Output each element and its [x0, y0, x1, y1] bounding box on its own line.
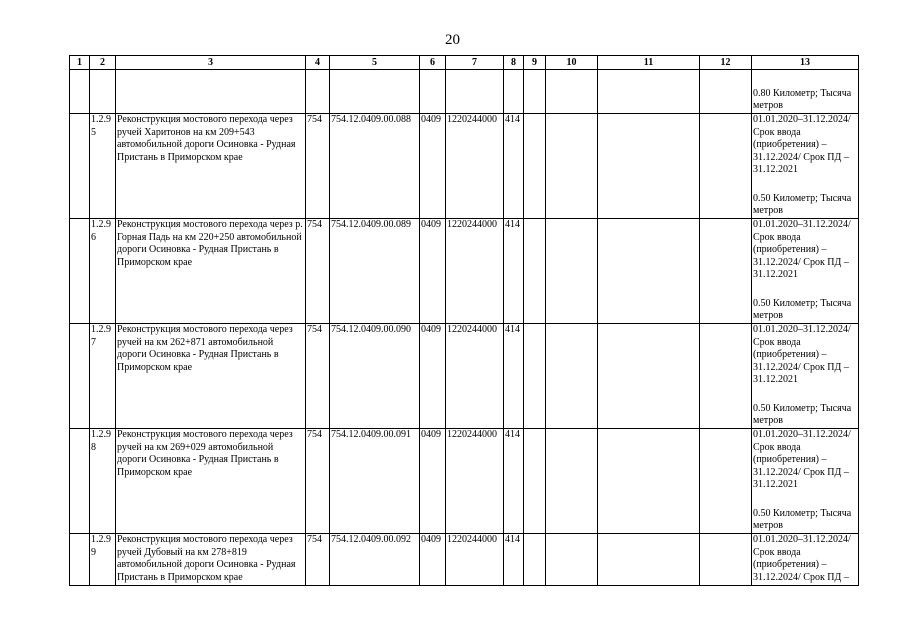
terms-text: 01.01.2020–31.12.2024/ Срок ввода (приобретения) – 31.12.2024/ Срок ПД – 31.12.2021 — [753, 114, 851, 176]
capacity-text: 0.50 Километр; Тысяча метров — [753, 192, 852, 217]
cell-object-code: 754.12.0409.00.091 — [330, 429, 420, 534]
cell-type: 414 — [504, 429, 524, 534]
column-header-5: 5 — [330, 56, 420, 70]
cell-object-code: 754.12.0409.00.092 — [330, 534, 420, 586]
cell-col1 — [70, 219, 90, 324]
cell-code: 754 — [306, 324, 330, 429]
cell-item-number: 1.2.97 — [90, 324, 116, 429]
cell-col11 — [598, 114, 700, 219]
cell — [90, 70, 116, 114]
cell-code: 754 — [306, 429, 330, 534]
cell-col1 — [70, 324, 90, 429]
data-table — [69, 55, 859, 586]
column-header-9: 9 — [524, 56, 546, 70]
cell-type: 414 — [504, 534, 524, 586]
terms-text: 01.01.2020–31.12.2024/ Срок ввода (приобретения) – 31.12.2024/ Срок ПД – 31.12.2021 — [753, 324, 851, 386]
cell-col12 — [700, 429, 752, 534]
cell-code: 754 — [306, 114, 330, 219]
cell-section: 0409 — [420, 324, 446, 429]
column-header-2: 2 — [90, 56, 116, 70]
cell-col12 — [700, 219, 752, 324]
cell-col10 — [546, 534, 598, 586]
cell-type: 414 — [504, 114, 524, 219]
column-header-6: 6 — [420, 56, 446, 70]
cell-terms — [752, 324, 859, 429]
cell — [504, 70, 524, 114]
cell-object-code: 754.12.0409.00.090 — [330, 324, 420, 429]
cell-col11 — [598, 429, 700, 534]
cell-col10 — [546, 429, 598, 534]
cell-col10 — [546, 114, 598, 219]
cell-col11 — [598, 534, 700, 586]
cell-code: 754 — [306, 534, 330, 586]
cell-item-number: 1.2.99 — [90, 534, 116, 586]
column-header-12: 12 — [700, 56, 752, 70]
cell-terms — [752, 429, 859, 534]
cell-type: 414 — [504, 324, 524, 429]
terms-text: 01.01.2020–31.12.2024/ Срок ввода (приобретения) – 31.12.2024/ Срок ПД – — [753, 534, 851, 583]
cell-col10 — [546, 324, 598, 429]
cell-description: Реконструкция мостового перехода через ручей Дубовый на км 278+819 автомобильной дороги Осиновка - Рудная Пристань в Приморском крае — [116, 534, 306, 586]
cell-section: 0409 — [420, 219, 446, 324]
table-row — [70, 219, 859, 324]
cell-target-code: 1220244000 — [446, 219, 504, 324]
table-row — [70, 114, 859, 219]
cell-col9 — [524, 114, 546, 219]
cell — [116, 70, 306, 114]
capacity-text: 0.80 Километр; Тысяча метров — [753, 87, 852, 112]
cell-item-number: 1.2.95 — [90, 114, 116, 219]
cell-col11 — [598, 324, 700, 429]
cell-col1 — [70, 534, 90, 586]
cell-description: Реконструкция мостового перехода через ручей на км 269+029 автомобильной дороги Осиновка - Рудная Пристань в Приморском крае — [116, 429, 306, 534]
terms-text: 01.01.2020–31.12.2024/ Срок ввода (приобретения) – 31.12.2024/ Срок ПД – 31.12.2021 — [753, 219, 851, 281]
cell-capacity — [752, 70, 859, 114]
cell-object-code: 754.12.0409.00.088 — [330, 114, 420, 219]
cell-col12 — [700, 324, 752, 429]
column-header-4: 4 — [306, 56, 330, 70]
cell-col12 — [700, 534, 752, 586]
column-header-8: 8 — [504, 56, 524, 70]
cell — [446, 70, 504, 114]
table-row — [70, 429, 859, 534]
cell — [70, 70, 90, 114]
table-row — [70, 324, 859, 429]
cell-col1 — [70, 429, 90, 534]
capacity-text: 0.50 Километр; Тысяча метров — [753, 507, 852, 532]
column-header-13: 13 — [752, 56, 859, 70]
cell-terms — [752, 534, 859, 586]
cell-code: 754 — [306, 219, 330, 324]
cell-target-code: 1220244000 — [446, 114, 504, 219]
capacity-text: 0.50 Километр; Тысяча метров — [753, 297, 852, 322]
column-header-11: 11 — [598, 56, 700, 70]
cell-terms — [752, 219, 859, 324]
page-number: 20 — [445, 32, 460, 48]
cell — [598, 70, 700, 114]
cell — [330, 70, 420, 114]
cell-description: Реконструкция мостового перехода через ручей на км 262+871 автомобильной дороги Осиновка - Рудная Пристань в Приморском крае — [116, 324, 306, 429]
cell-section: 0409 — [420, 534, 446, 586]
cell-target-code: 1220244000 — [446, 429, 504, 534]
cell-description: Реконструкция мостового перехода через р. Горная Падь на км 220+250 автомобильной дороги Осиновка - Рудная Пристань в Приморском крае — [116, 219, 306, 324]
cell — [700, 70, 752, 114]
cell — [420, 70, 446, 114]
column-header-1: 1 — [70, 56, 90, 70]
cell-section: 0409 — [420, 429, 446, 534]
cell-target-code: 1220244000 — [446, 324, 504, 429]
cell-col9 — [524, 534, 546, 586]
cell-col9 — [524, 324, 546, 429]
table-row-continuation — [70, 70, 859, 114]
cell-description: Реконструкция мостового перехода через ручей Харитонов на км 209+543 автомобильной дороги Осиновка - Рудная Пристань в Приморском крае — [116, 114, 306, 219]
cell-item-number: 1.2.96 — [90, 219, 116, 324]
cell-type: 414 — [504, 219, 524, 324]
cell-target-code: 1220244000 — [446, 534, 504, 586]
cell-section: 0409 — [420, 114, 446, 219]
capacity-text: 0.50 Километр; Тысяча метров — [753, 402, 852, 427]
header-row — [70, 56, 859, 70]
terms-text: 01.01.2020–31.12.2024/ Срок ввода (приобретения) – 31.12.2024/ Срок ПД – 31.12.2021 — [753, 429, 851, 491]
column-header-3: 3 — [116, 56, 306, 70]
cell-col9 — [524, 219, 546, 324]
cell — [306, 70, 330, 114]
cell-object-code: 754.12.0409.00.089 — [330, 219, 420, 324]
table-row — [70, 534, 859, 586]
cell — [524, 70, 546, 114]
cell-col10 — [546, 219, 598, 324]
cell — [546, 70, 598, 114]
cell-col12 — [700, 114, 752, 219]
column-header-10: 10 — [546, 56, 598, 70]
column-header-7: 7 — [446, 56, 504, 70]
cell-terms — [752, 114, 859, 219]
cell-col11 — [598, 219, 700, 324]
cell-item-number: 1.2.98 — [90, 429, 116, 534]
cell-col1 — [70, 114, 90, 219]
cell-col9 — [524, 429, 546, 534]
